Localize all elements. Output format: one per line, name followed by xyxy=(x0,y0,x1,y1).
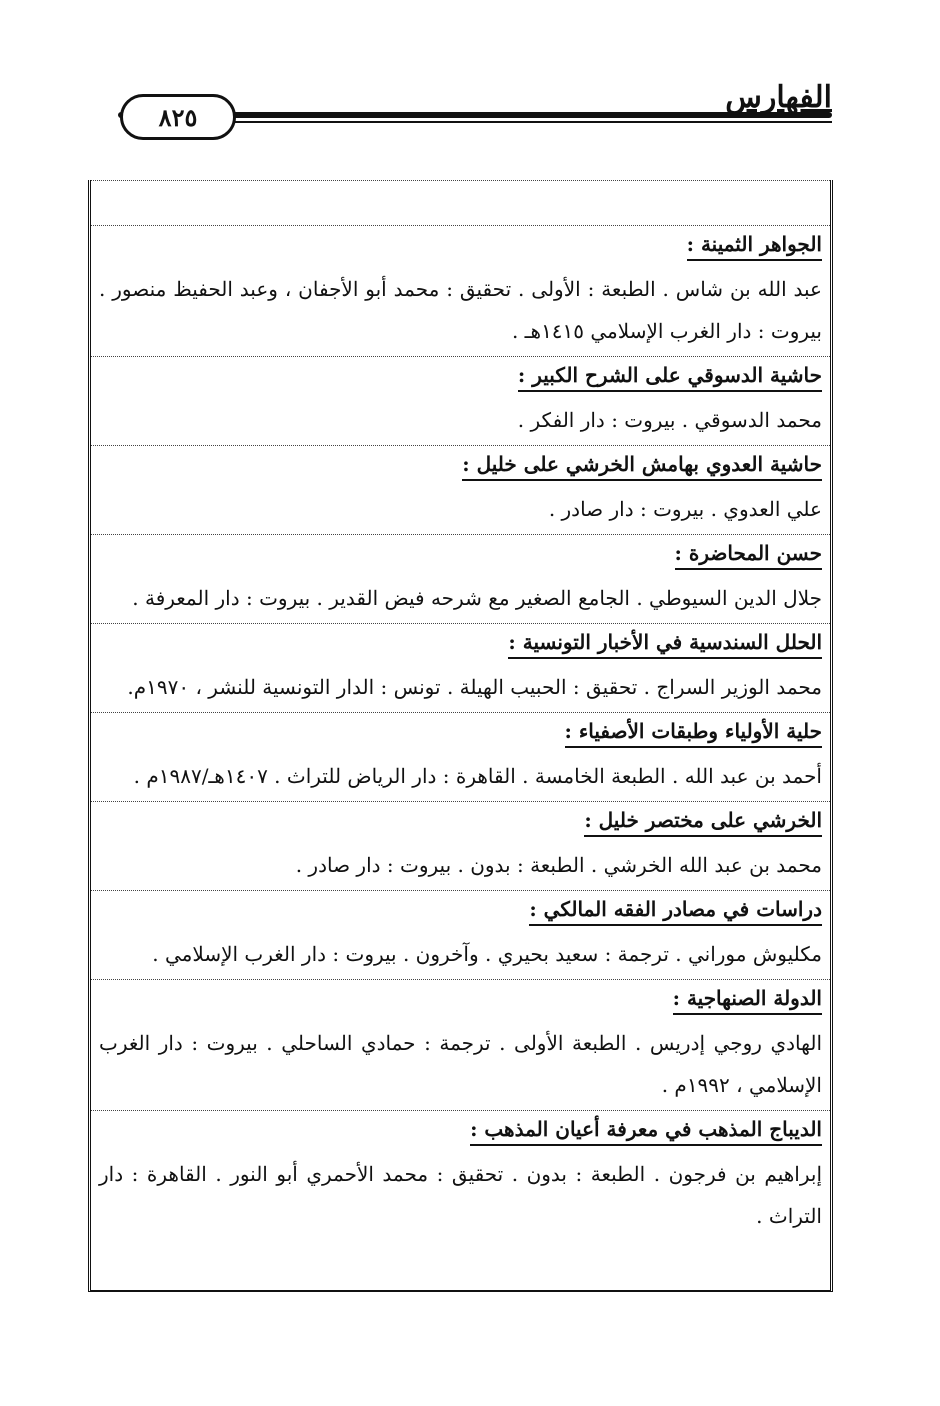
entry-title: الدولة الصنهاجية : xyxy=(673,985,822,1015)
entry-title: حلية الأولياء وطبقات الأصفياء : xyxy=(565,718,822,748)
bibliography-entry xyxy=(91,357,830,446)
bibliography-entry xyxy=(91,446,830,535)
entry-body: علي العدوي . بيروت : دار صادر . xyxy=(548,497,822,521)
bibliography-entry xyxy=(91,802,830,891)
entry-body: عبد الله بن شاس . الطبعة : الأولى . تحقيق : محمد أبو الأجفان ، وعبد الحفيظ منصور . بيروت : دار الغرب الإسلامي ١٤١٥هـ . xyxy=(99,277,822,343)
bibliography-entry xyxy=(91,535,830,624)
bibliography-entry xyxy=(91,624,830,713)
bibliography-entry xyxy=(91,1111,830,1241)
bibliography-entry xyxy=(91,226,830,357)
entry-body: الهادي روجي إدريس . الطبعة الأولى . ترجمة : حمادي الساحلي . بيروت : دار الغرب الإسلامي ، ١٩٩٢م . xyxy=(99,1031,822,1097)
entry-title: حاشية الدسوقي على الشرح الكبير : xyxy=(518,362,822,392)
bibliography-entry xyxy=(91,891,830,980)
empty-row xyxy=(91,180,830,226)
entry-body: محمد بن عبد الله الخرشي . الطبعة : بدون . بيروت : دار صادر . xyxy=(295,853,822,877)
entry-title: الجواهر الثمينة : xyxy=(687,231,822,261)
entry-title: حاشية العدوي بهامش الخرشي على خليل : xyxy=(462,451,822,481)
header-rule-thin xyxy=(205,121,832,123)
bibliography-entry xyxy=(91,980,830,1111)
entry-title: الخرشي على مختصر خليل : xyxy=(584,807,822,837)
page-header xyxy=(0,0,940,170)
entry-title: الحلل السندسية في الأخبار التونسية : xyxy=(508,629,822,659)
entry-title: دراسات في مصادر الفقه المالكي : xyxy=(529,896,822,926)
page-number: ٨٢٥ xyxy=(120,94,236,140)
entry-title: حسن المحاضرة : xyxy=(675,540,822,570)
entry-body: جلال الدين السيوطي . الجامع الصغير مع شرحه فيض القدير . بيروت : دار المعرفة . xyxy=(132,586,822,610)
bibliography-entry xyxy=(91,713,830,802)
running-title: الفهارس xyxy=(725,80,832,115)
entry-title: الديباج المذهب في معرفة أعيان المذهب : xyxy=(470,1116,822,1146)
entry-body: محمد الدسوقي . بيروت : دار الفكر . xyxy=(517,408,822,432)
bibliography-frame xyxy=(88,180,833,1292)
entry-body: أحمد بن عبد الله . الطبعة الخامسة . القاهرة : دار الرياض للتراث . ١٤٠٧هـ/١٩٨٧م . xyxy=(133,764,822,788)
entry-body: محمد الوزير السراج . تحقيق : الحبيب الهيلة . تونس : الدار التونسية للنشر ، ١٩٧٠م. xyxy=(127,675,822,699)
entry-body: إبراهيم بن فرجون . الطبعة : بدون . تحقيق : محمد الأحمري أبو النور . القاهرة : دار التراث . xyxy=(99,1162,822,1228)
entry-body: مكليوش موراني . ترجمة : سعيد بحيري . وآخرون . بيروت : دار الغرب الإسلامي . xyxy=(152,942,822,966)
